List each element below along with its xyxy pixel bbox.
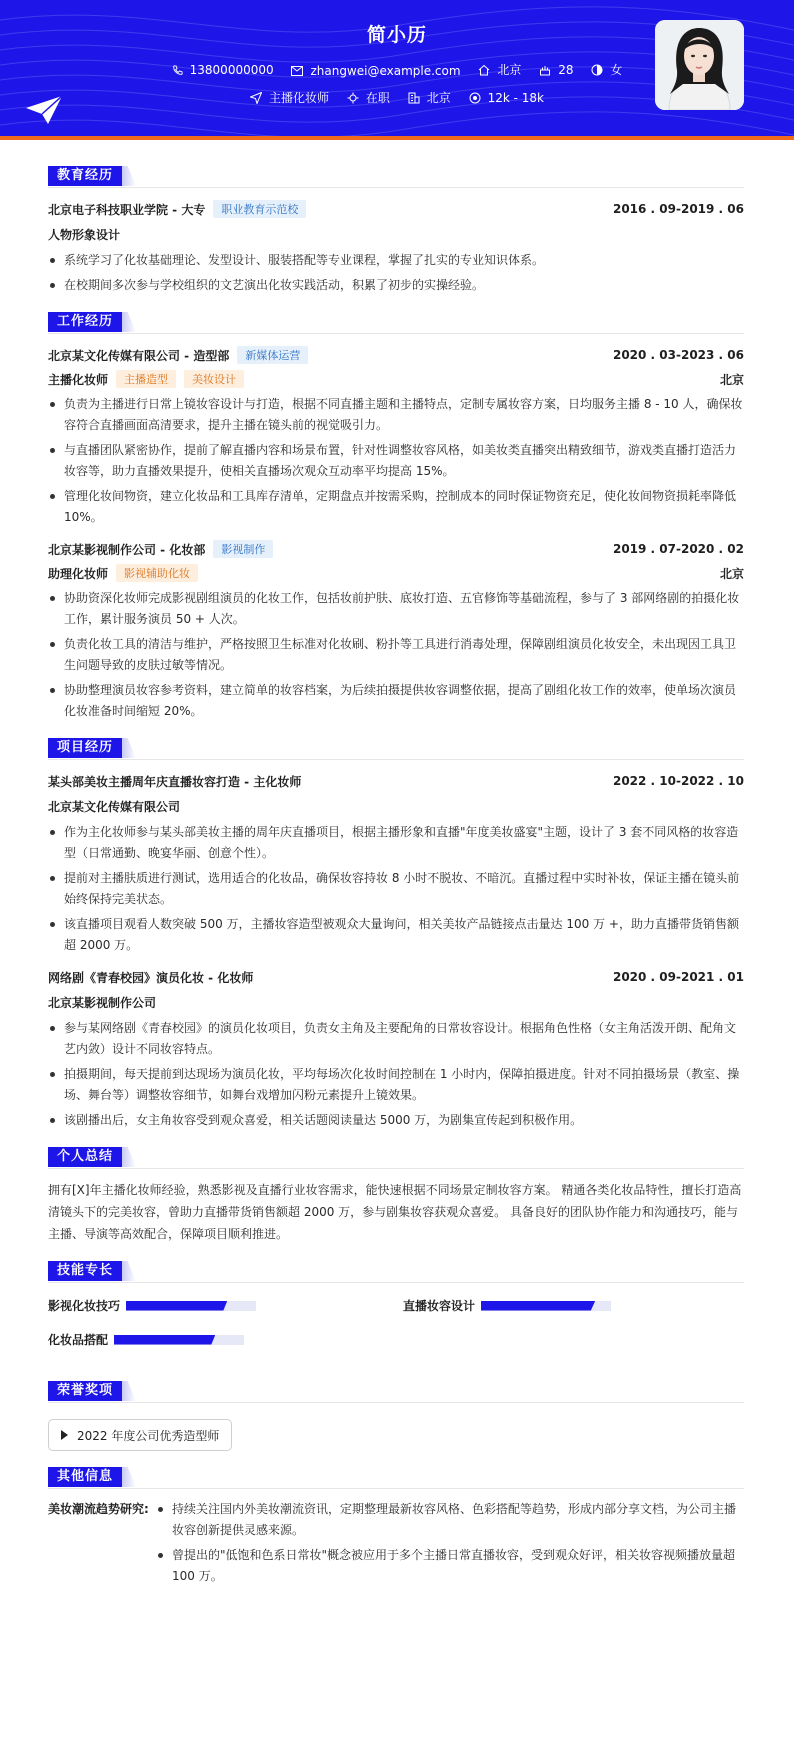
phone-text: 13800000000 (189, 63, 274, 77)
role-tag: 主播造型 (116, 370, 176, 388)
send-icon (250, 92, 262, 104)
work-section-header (48, 310, 744, 334)
project-name: 某头部美妆主播周年庆直播妆容打造 - 主化妆师 (48, 774, 302, 789)
skill-bar-fill (114, 1335, 215, 1345)
skill-bar-fill (126, 1301, 227, 1311)
skill-item (48, 1331, 244, 1348)
summary-section-title: 个人总结 (48, 1147, 122, 1167)
play-triangle-icon (61, 1430, 68, 1440)
cake-icon (539, 64, 551, 76)
company-name: 北京某影视制作公司 - 化妆部 (48, 542, 206, 557)
other-info (48, 1499, 744, 1591)
list-item: 参与某网络剧《青春校园》的演员化妆项目，负责女主角及主要配角的日常妆容设计。根据角色性格（女主角活泼开朗、配角文艺内敛）设计不同妆容特点。 (48, 1018, 744, 1060)
other-bullets (156, 1499, 744, 1591)
list-item: 曾提出的"低饱和色系日常妆"概念被应用于多个主播日常直播妆容，受到观众好评，相关妆容视频播放量超 100 万。 (156, 1545, 744, 1587)
list-item: 该剧播出后，女主角妆容受到观众喜爱，相关话题阅读量达 5000 万，为剧集宣传起到积极作用。 (48, 1110, 744, 1131)
other-section-title: 其他信息 (48, 1467, 122, 1487)
work-city-text: 北京 (426, 91, 451, 105)
list-item: 负责化妆工具的清洁与维护，严格按照卫生标准对化妆刷、粉扑等工具进行消毒处理，保障剧组演员化妆安全，未出现因工具卫生问题导致的皮肤过敏等情况。 (48, 634, 744, 676)
education-section-title: 教育经历 (48, 166, 122, 186)
skill-item (403, 1297, 611, 1314)
work-item-left (48, 346, 308, 364)
project-bullets (48, 1018, 744, 1131)
project-bullets (48, 822, 744, 956)
gender-info (591, 61, 622, 78)
projects-section-header (48, 736, 744, 760)
resume-body (48, 150, 744, 1591)
mail-icon (291, 66, 303, 76)
work-item (48, 344, 744, 528)
project-name: 网络剧《青春校园》演员化妆 - 化妆师 (48, 970, 254, 985)
school-tag: 职业教育示范校 (213, 200, 306, 218)
list-item: 负责为主播进行日常上镜妆容设计与打造，根据不同直播主题和主播特点，定制专属妆容方案，日均服务主播 8 - 10 人，确保妆容符合直播画面高清要求，提升主播在镜头前的视觉吸引力。 (48, 394, 744, 436)
award-item (48, 1419, 232, 1451)
company-tag: 影视制作 (213, 540, 273, 558)
work-role-left (48, 564, 198, 582)
project-item (48, 966, 744, 1131)
education-major: 人物形象设计 (48, 228, 121, 242)
phone-info (172, 63, 274, 77)
awards-section-title: 荣誉奖项 (48, 1381, 122, 1401)
gender-icon (591, 64, 603, 76)
company-name: 北京某文化传媒有限公司 - 造型部 (48, 348, 230, 363)
profile-photo (655, 20, 744, 110)
status-text: 在职 (365, 91, 390, 105)
age-info (539, 63, 573, 77)
school-name: 北京电子科技职业学院 - 大专 (48, 202, 206, 217)
project-item-header (48, 966, 744, 988)
company-tag: 新媒体运营 (237, 346, 308, 364)
list-item: 系统学习了化妆基础理论、发型设计、服装搭配等专业课程，掌握了扎实的专业知识体系。 (48, 250, 744, 271)
position-info (250, 89, 329, 106)
city-text: 北京 (497, 63, 522, 77)
skill-item (48, 1297, 256, 1314)
list-item: 协助整理演员妆容参考资料，建立简单的妆容档案，为后续拍摄提供妆容调整依据，提高了剧组化妆工作的效率，使单场次演员化妆准备时间缩短 20%。 (48, 680, 744, 722)
phone-icon (172, 65, 183, 76)
salary-info (469, 91, 544, 105)
awards-section-header (48, 1379, 744, 1403)
home-icon (478, 64, 490, 76)
age-text: 28 (558, 62, 574, 77)
work-role-left (48, 370, 244, 388)
work-city-info (408, 89, 451, 106)
work-section-title: 工作经历 (48, 312, 122, 332)
role-name: 助理化妆师 (48, 566, 109, 581)
city-info (478, 61, 521, 78)
skills-section-header (48, 1259, 744, 1283)
other-section-header (48, 1465, 744, 1489)
coin-icon (469, 92, 481, 104)
education-item-header (48, 198, 744, 220)
list-item: 在校期间多次参与学校组织的文艺演出化妆实践活动，积累了初步的实操经验。 (48, 275, 744, 296)
skills-list (48, 1293, 744, 1365)
work-item-header (48, 538, 744, 560)
resume-header (0, 0, 794, 140)
list-item: 与直播团队紧密协作，提前了解直播内容和场景布置，针对性调整妆容风格，如美妆类直播突出精致细节，游戏类直播打造活力妆容等，助力直播效果提升，使相关直播场次观众互动率平均提高 15%。 (48, 440, 744, 482)
list-item: 管理化妆间物资，建立化妆品和工具库存清单，定期盘点并按需采购，控制成本的同时保证物资充足，使化妆间物资损耗率降低 10%。 (48, 486, 744, 528)
work-bullets (48, 394, 744, 528)
skill-name: 化妆品搭配 (48, 1333, 109, 1347)
email-info (291, 64, 460, 78)
list-item: 拍摄期间，每天提前到达现场为演员化妆，平均每场次化妆时间控制在 1 小时内，保障拍摄进度。针对不同拍摄场景（教室、操场、舞台等）调整妆容细节，如舞台戏增加闪粉元素提升上镜效果。 (48, 1064, 744, 1106)
project-item-header (48, 770, 744, 792)
list-item: 持续关注国内外美妆潮流资讯，定期整理最新妆容风格、色彩搭配等趋势，形成内部分享文档，为公司主播妆容创新提供灵感来源。 (156, 1499, 744, 1541)
skill-bar (114, 1335, 244, 1345)
skill-bar-fill (481, 1301, 595, 1311)
status-icon (347, 92, 359, 104)
project-date: 2022 . 10-2022 . 10 (612, 774, 744, 788)
education-date: 2016 . 09-2019 . 06 (612, 202, 744, 216)
work-location: 北京 (719, 566, 744, 581)
list-item: 提前对主播肤质进行测试，选用适合的化妆品，确保妆容持妆 8 小时不脱妆、不暗沉。直播过程中实时补妆，保证主播在镜头前始终保持完美状态。 (48, 868, 744, 910)
project-org: 北京某文化传媒有限公司 (48, 800, 181, 814)
work-item-header (48, 344, 744, 366)
gender-text: 女 (610, 63, 623, 77)
role-tag: 美妆设计 (184, 370, 244, 388)
project-org: 北京某影视制作公司 (48, 996, 157, 1010)
portrait-image (655, 20, 744, 110)
list-item: 作为主化妆师参与某头部美妆主播的周年庆直播项目，根据主播形象和直播"年度美妆盛宴"主题，设计了 3 套不同风格的妆容造型（日常通勤、晚宴华丽、创意个性）。 (48, 822, 744, 864)
education-bullets (48, 250, 744, 296)
education-item-left (48, 200, 306, 218)
work-role-row (48, 562, 744, 584)
projects-section-title: 项目经历 (48, 738, 122, 758)
work-date: 2020 . 03-2023 . 06 (612, 348, 744, 362)
list-item: 协助资深化妆师完成影视剧组演员的化妆工作，包括妆前护肤、底妆打造、五官修饰等基础流程，参与了 3 部网络剧的拍摄化妆工作，累计服务演员 50 + 人次。 (48, 588, 744, 630)
summary-text: 拥有[X]年主播化妆师经验，熟悉影视及直播行业妆容需求，能快速根据不同场景定制妆容方案。 精通各类化妆品特性，擅长打造高清镜头下的完美妆容，曾助力直播带货销售额超 2000 万，参与剧集妆容获观众喜爱。 具备良好的团队协作能力和沟通技巧，能与主播、导演等高效配合，保障项目顺利推进。 (48, 1183, 742, 1241)
skills-section-title: 技能专长 (48, 1261, 122, 1281)
skill-bar (126, 1301, 256, 1311)
status-info (347, 89, 390, 106)
award-text: 2022 年度公司优秀造型师 (77, 1428, 220, 1443)
building-icon (408, 92, 420, 104)
other-label: 美妆潮流趋势研究: (48, 1502, 149, 1516)
work-location: 北京 (719, 372, 744, 387)
skill-bar (481, 1301, 611, 1311)
salary-text: 12k - 18k (487, 90, 544, 105)
work-date: 2019 . 07-2020 . 02 (612, 542, 744, 556)
summary-section-header (48, 1145, 744, 1169)
education-section-header (48, 164, 744, 188)
role-name: 主播化妆师 (48, 372, 109, 387)
role-tag: 影视辅助化妆 (116, 564, 198, 582)
work-item-left (48, 540, 273, 558)
position-text: 主播化妆师 (269, 91, 330, 105)
education-item (48, 198, 744, 296)
skill-name: 影视化妆技巧 (48, 1299, 121, 1313)
work-role-row (48, 368, 744, 390)
header-accent-stripe (0, 136, 794, 140)
list-item: 该直播项目观看人数突破 500 万，主播妆容造型被观众大量询问，相关美妆产品链接点击量达 100 万 +，助力直播带货销售额超 2000 万。 (48, 914, 744, 956)
email-text: zhangwei@example.com (310, 63, 461, 78)
resume-name: 简小历 (366, 24, 427, 46)
project-date: 2020 . 09-2021 . 01 (612, 970, 744, 984)
skill-name: 直播妆容设计 (403, 1299, 476, 1313)
work-bullets (48, 588, 744, 722)
work-item (48, 538, 744, 722)
project-item (48, 770, 744, 956)
